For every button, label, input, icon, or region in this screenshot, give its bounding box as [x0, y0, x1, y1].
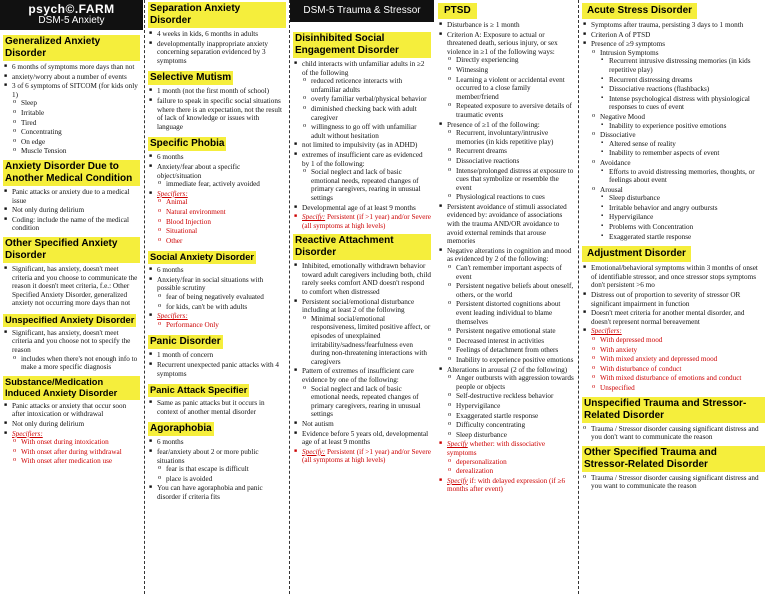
sub-item: o Recurrent, involuntary/intrusive memories (in kids repetitive play) [456, 129, 575, 146]
list-item: ■ 1 month of concern [157, 351, 286, 360]
section-title: Anxiety Disorder Due to Another Medical Condition [3, 160, 140, 186]
sub-item: o Directly experiencing [456, 56, 575, 65]
sub-item [600, 186, 765, 242]
list-item-text: fear/anxiety about 2 or more public situations [157, 448, 259, 465]
section-dsed [293, 30, 431, 230]
section-acute-stress [582, 0, 765, 241]
list-item-text: Negative alterations in cognition and mood as evidenced by 2 of the following: [447, 246, 572, 264]
list-item: ■ 6 months [157, 266, 286, 275]
section-title: Specific Phobia [150, 138, 225, 150]
list-item: ■ 6 months [157, 438, 286, 447]
list-item: ■ Panic attacks or anxiety that occur soon after intoxication or withdrawal [12, 402, 140, 419]
section-title: Other Specified Trauma and Stressor-Related Disorder [582, 446, 765, 472]
sub-item: o place is avoided [166, 475, 286, 484]
list-item: ■ developmentally inappropriate anxiety concerning separation evidenced by 3 symptoms [157, 40, 286, 66]
list-item [447, 366, 575, 440]
section-title: PTSD [438, 3, 477, 19]
list-item: ■ Emotional/behavioral symptoms within 3 months of onset of identifiable stressor, and once stressor stops symptoms don't persistent >6 mo [591, 264, 765, 290]
section-title: Disinhibited Social Engagement Disorder [293, 32, 431, 58]
list-item: ■ Inhibited, emotionally withdrawn behavior toward adult caregivers including both, child rarely seeks comfort AND doesn't respond to comfort when distressed [302, 262, 431, 296]
list-item [157, 312, 286, 329]
column-trauma-2 [579, 0, 768, 594]
sub-sub-item: ▪ Dissociative reactions (flashbacks) [609, 85, 765, 94]
sub-item: o includes when there's not enough info to make a more specific diagnosis [21, 355, 140, 372]
section-title: Reactive Attachment Disorder [293, 234, 431, 260]
section-gad [3, 33, 140, 156]
list-item [447, 31, 575, 120]
list-item [302, 151, 431, 203]
sub-item: o immediate fear, actively avoided [166, 180, 286, 189]
specifiers-label: Specifiers: [591, 327, 622, 336]
section-title: Generalized Anxiety Disorder [3, 35, 140, 61]
list-item: ■ Recurrent unexpected panic attacks with 4 symptoms [157, 361, 286, 378]
column-header [290, 0, 434, 22]
specifiers-label: Specifiers: [157, 312, 188, 321]
sub-item: o Trauma / Stressor disorder causing significant distress and you want to communicate the reason [591, 474, 765, 491]
list-item: ■ 4 weeks in kids, 6 months in adults [157, 30, 286, 39]
list-item-text: Alterations in arousal (2 of the following) [447, 365, 568, 374]
section-title: Unspecified Anxiety Disorder [5, 314, 135, 325]
section-separation-anxiety [148, 0, 286, 65]
specify-text: Persistent (if >1 year) and/or Severe (all symptoms at high levels) [302, 447, 431, 465]
sub-item: o Intense/prolonged distress at exposure to cues that symbolize or resemble the event [456, 167, 575, 193]
specifier-item: o With anxiety [600, 346, 765, 355]
sub-item: o Sleep [21, 99, 140, 108]
sub-item: o Persistent distorted cognitions about event leading individual to blame themselves [456, 300, 575, 326]
specifier-item: o With disturbance of conduct [600, 365, 765, 374]
column-anxiety-2 [145, 0, 289, 594]
section-title: Substance/Medication Induced Anxiety Disorder [3, 376, 140, 400]
specify-text: whether: with dissociative symptoms [447, 440, 546, 457]
section-title: Social Anxiety Disorder [150, 252, 255, 263]
list-item [12, 329, 140, 372]
specify-label: Specify [447, 476, 468, 485]
sub-item: o Persistent negative emotional state [456, 327, 575, 336]
specifier-item: o Unspecified [600, 384, 765, 393]
sub-item: o Learning a violent or accidental event occurred to a close family member/friend [456, 76, 575, 102]
list-item-text: extremes of insufficient care as evidenced by 1 of the following: [302, 150, 423, 168]
column-anxiety-1 [0, 0, 143, 594]
sub-item [600, 159, 765, 185]
list-item [157, 276, 286, 311]
list-item-text: Presence of ≥9 symptoms [591, 40, 666, 49]
list-item-text: Pattern of extremes of insufficient care evidence by one of the following: [302, 367, 414, 384]
list-item [12, 82, 140, 156]
sub-item: o reduced reticence interacts with unfamiliar adults [311, 77, 431, 94]
brand-logo: psych©.FARM [28, 2, 115, 16]
sub-item [600, 49, 765, 112]
list-item [302, 367, 431, 419]
page-header [0, 0, 143, 30]
list-item: ■ failure to speak in specific social situations where there is an expectation, not the result of lack of knowledge or issues with language [157, 97, 286, 131]
sub-item: o Feelings of detachment from others [456, 346, 575, 355]
page-subtitle: DSM-5 Anxiety [38, 15, 105, 26]
sub-sub-item: ▪ Inability to remember aspects of event [609, 149, 765, 158]
specify-text: Persistent (if >1 year) and/or Severe (all symptoms at high levels) [302, 213, 431, 230]
list-item [447, 121, 575, 202]
group-label: Negative Mood [600, 112, 645, 121]
section-adjustment-disorder [582, 243, 765, 392]
sub-item: o Exaggerated startle response [456, 412, 575, 421]
list-item: ■ Developmental age of at least 9 months [302, 204, 431, 213]
list-item-text: Significant, has anxiety, doesn't meet criteria and you choose not to specify the reason [12, 328, 131, 355]
list-item: ■ Panic attacks or anxiety due to a medical issue [12, 188, 140, 205]
section-panic-disorder [148, 331, 286, 378]
list-item [157, 190, 286, 246]
sub-item: o Dissociative reactions [456, 157, 575, 166]
list-item: ■ Same as panic attacks but it occurs in context of another mental disorder [157, 399, 286, 416]
specifier-item: o With onset after during withdrawal [21, 448, 140, 457]
sub-sub-item: ▪ Intense psychological distress with physiological responses to cues of event [609, 95, 765, 112]
list-item [447, 440, 575, 475]
section-title: Adjustment Disorder [582, 246, 691, 262]
list-item-text: Anxiety/fear about a specific object/situation [157, 162, 241, 180]
list-item: ■ 6 months of symptoms more days than not [12, 63, 140, 72]
list-item [447, 477, 575, 494]
section-title: Separation Anxiety Disorder [148, 2, 286, 28]
section-anxiety-medical-condition [3, 158, 140, 233]
specifiers-label: Specifiers: [12, 429, 43, 438]
section-title: Agoraphobia [150, 423, 212, 435]
group-label: Dissociative [600, 131, 636, 140]
list-item: ■ Evidence before 5 years old, developmental age of at least 9 months [302, 430, 431, 447]
column-title: DSM-5 Trauma & Stressor [303, 5, 421, 16]
sub-item: o diminished checking back with adult caregiver [311, 105, 431, 122]
specifier-item: o With onset during intoxication [21, 438, 140, 447]
list-item [302, 60, 431, 140]
sub-item: o Muscle Tension [21, 147, 140, 156]
section-title: Other Specified Anxiety Disorder [3, 237, 140, 263]
sub-item: o Decreased interest in activities [456, 337, 575, 346]
section-reactive-attachment [293, 232, 431, 465]
column-trauma-ptsd [435, 0, 578, 594]
section-unspecified-trauma [582, 395, 765, 442]
list-item: ■ Distress out of proportion to severity of stressor OR significant impairment in function [591, 291, 765, 308]
section-social-anxiety [148, 247, 286, 329]
sub-sub-item: ▪ Altered sense of reality [609, 140, 765, 149]
sub-sub-item: ▪ Sleep disturbance [609, 194, 765, 203]
list-item [12, 430, 140, 466]
section-other-specified-anxiety [3, 235, 140, 308]
list-item-text: 3 of 6 symptoms of SITCOM (for kids only 1) [12, 82, 138, 99]
section-title: Acute Stress Disorder [582, 3, 697, 19]
section-title: Unspecified Trauma and Stressor-Related Disorder [582, 397, 765, 423]
sub-sub-item: ▪ Exaggerated startle response [609, 233, 765, 242]
sub-item: o Concentrating [21, 128, 140, 137]
specifier-item: o Performance Only [166, 321, 286, 330]
list-item: ■ Persistent avoidance of stimuli associated evidenced by: avoidance of associations with the trauma AND/OR avoidance to avoid external reminds that arouse memories [447, 203, 575, 246]
list-item: ■ Symptoms after trauma, persisting 3 days to 1 month [591, 21, 765, 30]
sub-item: o Persistent negative beliefs about oneself, others, or the world [456, 282, 575, 299]
section-title: Panic Attack Specifier [150, 385, 248, 396]
list-item [591, 40, 765, 241]
section-unspecified-anxiety [3, 310, 140, 372]
sub-sub-item: ▪ Hypervigilance [609, 213, 765, 222]
sub-item: o Social neglect and lack of basic emotional needs, repeated changes of primary caregivers, rearing in unusual settings [311, 385, 431, 419]
sub-item: o for kids, can't be with adults [166, 303, 286, 312]
specifier-item: o With onset after medication use [21, 457, 140, 466]
specify-label: Specify [447, 440, 468, 449]
list-item-text: Persistent social/emotional disturbance including at least 2 of the following [302, 297, 415, 315]
section-ptsd [438, 0, 575, 494]
section-panic-attack-specifier [148, 380, 286, 416]
specify-label: Specify: [302, 447, 326, 456]
list-item [302, 213, 431, 230]
specifier-item: o derealization [456, 467, 575, 476]
sub-item [600, 113, 765, 130]
section-title: Selective Mutism [150, 72, 232, 84]
specifier-item: o With depressed mood [600, 336, 765, 345]
specifier-item: o Natural environment [166, 208, 286, 217]
sub-item [600, 131, 765, 158]
list-item: ■ anxiety/worry about a number of events [12, 73, 140, 82]
sub-item: o Irritable [21, 109, 140, 118]
list-item: ■ not limited to impulsivity (as in ADHD) [302, 141, 431, 150]
column-trauma-1 [290, 0, 434, 594]
list-item: ■ You can have agoraphobia and panic disorder if criteria fits [157, 484, 286, 501]
specifiers-label: Specifiers: [157, 189, 188, 198]
specifier-item: o With mixed anxiety and depressed mood [600, 355, 765, 364]
specifier-item: o Blood Injection [166, 218, 286, 227]
sub-item: o Tired [21, 119, 140, 128]
specifier-item: o depersonalization [456, 458, 575, 467]
sub-item: o Inability to experience positive emotions [456, 356, 575, 365]
list-item: ■ 6 months [157, 153, 286, 162]
sub-item: o Can't remember important aspects of event [456, 264, 575, 281]
list-item [591, 327, 765, 392]
sub-item: o Sleep disturbance [456, 431, 575, 440]
list-item: ■ Disturbance is ≥ 1 month [447, 21, 575, 30]
specifier-item: o Situational [166, 227, 286, 236]
specifier-item: o With mixed disturbance of emotions and conduct [600, 374, 765, 383]
list-item [302, 298, 431, 367]
sub-item: o Social neglect and lack of basic emotional needs, repeated changes of primary caregivers, rearing in unusual settings [311, 168, 431, 202]
sub-item: o overly familiar verbal/physical behavior [311, 95, 431, 104]
list-item [157, 163, 286, 189]
list-item-text: Criterion A: Exposure to actual or threatened death, serious injury, or sex violence in ≥1 of the following ways: [447, 30, 558, 56]
sub-sub-item: ▪ Inability to experience positive emotions [609, 122, 765, 131]
group-label: Avoidance [600, 158, 631, 167]
list-item: ■ Significant, has anxiety, doesn't meet criteria and you choose to communicate the reason it doesn't meet criteria, f.e.: Other Specified Anxiety Disorder, generalized anxiety not occurring more days than not [12, 265, 140, 308]
sub-item: o Repeated exposure to aversive details of traumatic events [456, 102, 575, 119]
sub-item: o Recurrent dreams [456, 147, 575, 156]
group-label: Arousal [600, 185, 623, 194]
list-item: ■ Criterion A of PTSD [591, 31, 765, 40]
list-item: ■ Not autism [302, 420, 431, 429]
section-agoraphobia [148, 418, 286, 501]
sub-item: o Witnessing [456, 66, 575, 75]
list-item: ■ Not only during delirium [12, 420, 140, 429]
section-specific-phobia [148, 133, 286, 245]
list-item-text: Anxiety/fear in social situations with possible scrutiny [157, 275, 264, 293]
sub-sub-item: ▪ Irritable behavior and angry outbursts [609, 204, 765, 213]
section-substance-induced-anxiety [3, 374, 140, 466]
specifier-item: o Other [166, 237, 286, 246]
list-item-text: child interacts with unfamiliar adults in ≥2 of the following [302, 60, 425, 77]
sub-item: o Minimal social/emotional responsiveness, limited positive affect, or episodes of unexplained irritability/sadness/fearfulness even during non-threatening interactions with caregivers [311, 315, 431, 367]
section-selective-mutism [148, 67, 286, 131]
sub-item: o Difficulty concentrating [456, 421, 575, 430]
specify-label: Specify: [302, 213, 326, 222]
sub-item: o Anger outbursts with aggression towards people or objects [456, 374, 575, 391]
sub-sub-item: ▪ Recurrent intrusive distressing memories (in kids repetitive play) [609, 57, 765, 74]
sub-sub-item: ▪ Recurrent distressing dreams [609, 76, 765, 85]
specifier-item: o Animal [166, 198, 286, 207]
list-item [302, 448, 431, 465]
sub-item: o fear of being negatively evaluated [166, 293, 286, 302]
list-item: ■ Doesn't meet criteria for another mental disorder, and doesn't represent normal bereavement [591, 309, 765, 326]
sub-sub-item: ▪ Efforts to avoid distressing memories, thoughts, or feelings about event [609, 168, 765, 185]
list-item [157, 448, 286, 483]
specify-text: if: with delayed expression (if ≥6 months after event) [447, 476, 566, 494]
list-item-text: Presence of ≥1 of the following: [447, 120, 540, 129]
sub-item: o Trauma / Stressor disorder causing significant distress and you don't want to communicate the reason [591, 425, 765, 442]
sub-item: o Physiological reactions to cues [456, 193, 575, 202]
list-item: ■ Not only during delirium [12, 206, 140, 215]
group-label: Intrusion Symptoms [600, 48, 659, 57]
sub-item: o Hypervigilance [456, 402, 575, 411]
list-item: ■ 1 month (not the first month of school) [157, 87, 286, 96]
sub-item: o fear is that escape is difficult [166, 465, 286, 474]
sub-item: o willingness to go off with unfamiliar adult without hesitation [311, 123, 431, 140]
list-item: ■ Coding: include the name of the medical condition [12, 216, 140, 233]
section-title: Panic Disorder [150, 336, 221, 348]
sub-sub-item: ▪ Problems with Concentration [609, 223, 765, 232]
section-other-specified-trauma [582, 444, 765, 491]
sub-item: o Self-destructive reckless behavior [456, 392, 575, 401]
sub-item: o On edge [21, 138, 140, 147]
list-item [447, 247, 575, 365]
